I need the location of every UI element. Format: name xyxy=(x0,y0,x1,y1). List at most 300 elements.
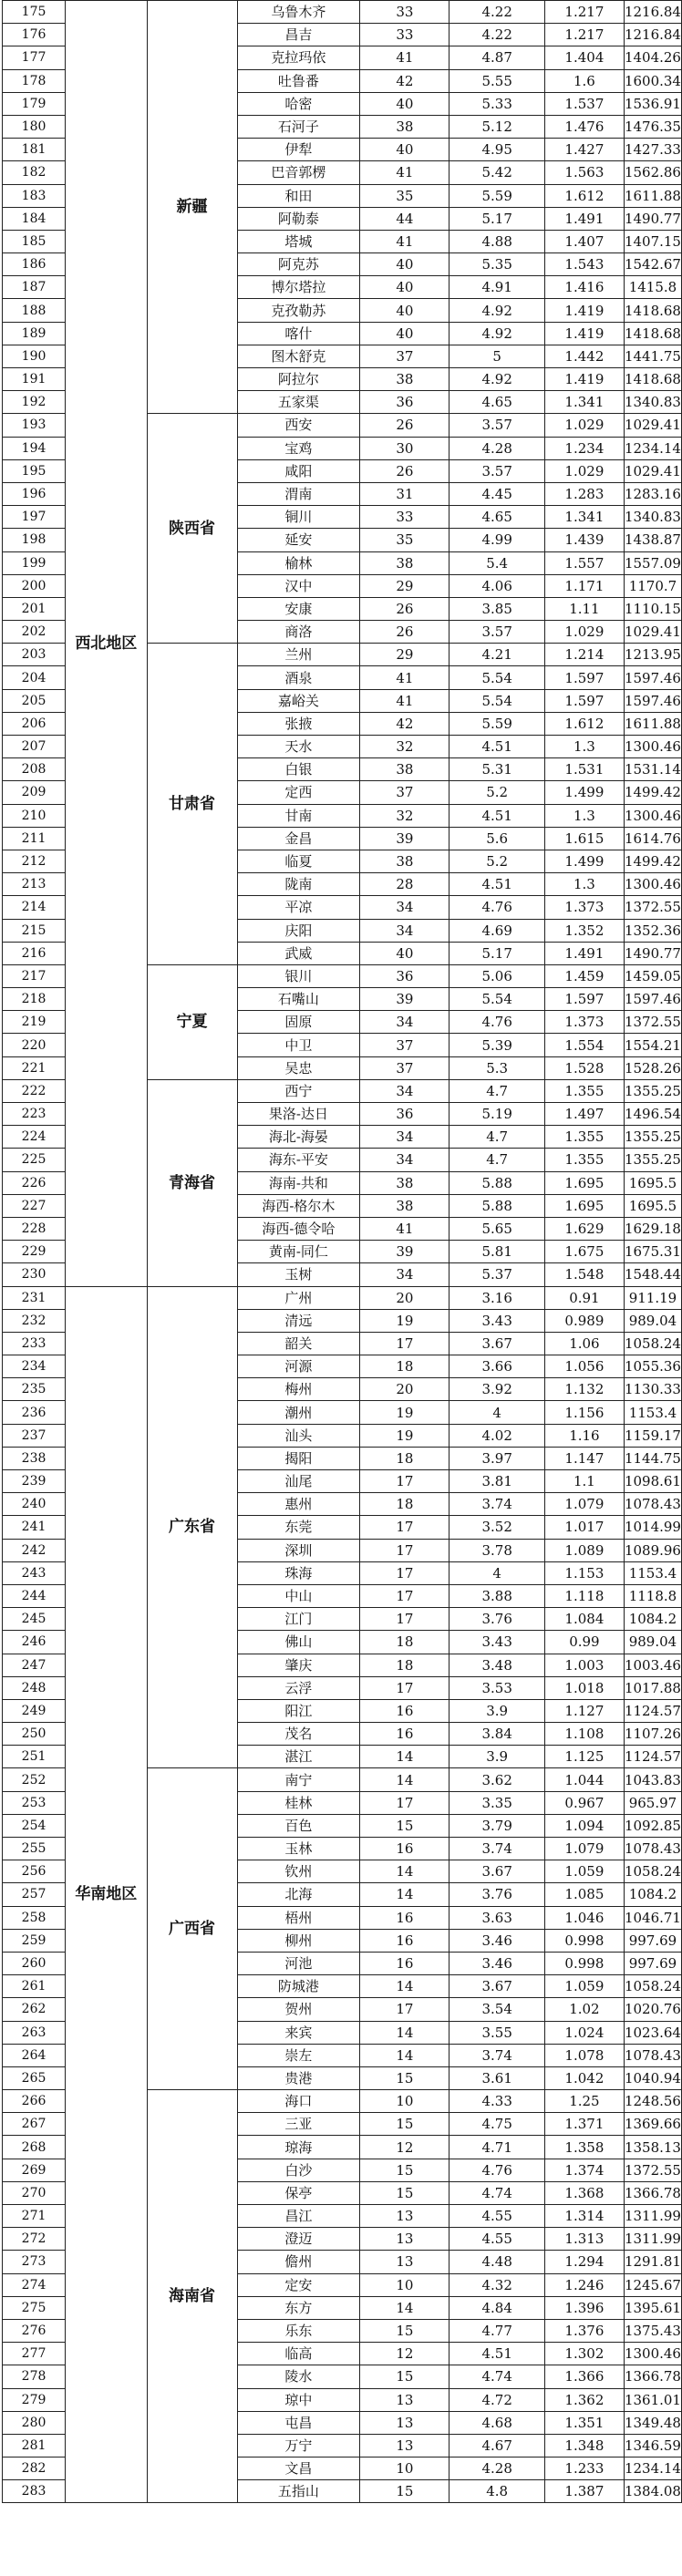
value-cell-1: 19 xyxy=(360,1401,450,1424)
value-cell-2: 4.92 xyxy=(450,322,544,345)
city-cell: 贺州 xyxy=(237,1998,360,2021)
row-number: 246 xyxy=(3,1631,66,1654)
value-cell-4: 1046.71 xyxy=(624,1906,681,1929)
value-cell-1: 41 xyxy=(360,46,450,69)
city-cell: 临夏 xyxy=(237,850,360,872)
value-cell-2: 4.33 xyxy=(450,2090,544,2113)
city-cell: 海西-德令哈 xyxy=(237,1217,360,1240)
value-cell-1: 38 xyxy=(360,758,450,781)
value-cell-2: 3.84 xyxy=(450,1723,544,1746)
value-cell-3: 1.294 xyxy=(544,2251,624,2273)
value-cell-3: 1.695 xyxy=(544,1171,624,1194)
value-cell-1: 34 xyxy=(360,1126,450,1149)
value-cell-3: 1.214 xyxy=(544,644,624,666)
value-cell-4: 1023.64 xyxy=(624,2021,681,2044)
value-cell-4: 1084.2 xyxy=(624,1883,681,1906)
value-cell-1: 37 xyxy=(360,1056,450,1079)
value-cell-1: 14 xyxy=(360,1746,450,1768)
row-number: 256 xyxy=(3,1860,66,1883)
value-cell-4: 1490.77 xyxy=(624,942,681,964)
value-cell-2: 4.91 xyxy=(450,276,544,299)
value-cell-3: 1.459 xyxy=(544,964,624,987)
city-cell: 白沙 xyxy=(237,2159,360,2181)
value-cell-4: 1366.78 xyxy=(624,2365,681,2388)
value-cell-4: 1557.09 xyxy=(624,551,681,574)
row-number: 183 xyxy=(3,184,66,207)
value-cell-4: 1349.48 xyxy=(624,2411,681,2434)
value-cell-2: 5.19 xyxy=(450,1103,544,1126)
value-cell-4: 1418.68 xyxy=(624,368,681,391)
value-cell-2: 5.33 xyxy=(450,92,544,115)
value-cell-3: 1.02 xyxy=(544,1998,624,2021)
value-cell-2: 3.9 xyxy=(450,1746,544,1768)
city-cell: 儋州 xyxy=(237,2251,360,2273)
value-cell-4: 1597.46 xyxy=(624,689,681,712)
value-cell-4: 1029.41 xyxy=(624,621,681,644)
city-cell: 保亭 xyxy=(237,2181,360,2204)
row-number: 192 xyxy=(3,391,66,414)
value-cell-3: 1.024 xyxy=(544,2021,624,2044)
value-cell-1: 40 xyxy=(360,276,450,299)
value-cell-4: 1355.25 xyxy=(624,1149,681,1171)
value-cell-1: 42 xyxy=(360,69,450,92)
city-cell: 钦州 xyxy=(237,1860,360,1883)
city-cell: 河池 xyxy=(237,1952,360,1974)
row-number: 195 xyxy=(3,459,66,482)
value-cell-2: 4.99 xyxy=(450,529,544,551)
value-cell-2: 4.65 xyxy=(450,391,544,414)
value-cell-3: 1.396 xyxy=(544,2296,624,2319)
value-cell-3: 1.302 xyxy=(544,2343,624,2365)
value-cell-1: 40 xyxy=(360,322,450,345)
value-cell-2: 5.65 xyxy=(450,1217,544,1240)
value-cell-1: 37 xyxy=(360,1034,450,1056)
row-number: 198 xyxy=(3,529,66,551)
region-cell: 华南地区 xyxy=(66,1286,148,2503)
value-cell-1: 18 xyxy=(360,1447,450,1469)
value-cell-3: 1.118 xyxy=(544,1584,624,1607)
row-number: 229 xyxy=(3,1241,66,1263)
value-cell-2: 4.51 xyxy=(450,873,544,896)
value-cell-4: 1248.56 xyxy=(624,2090,681,2113)
value-cell-3: 1.217 xyxy=(544,24,624,46)
city-cell: 清远 xyxy=(237,1309,360,1332)
value-cell-2: 4.65 xyxy=(450,506,544,529)
value-cell-1: 33 xyxy=(360,506,450,529)
value-cell-4: 1415.8 xyxy=(624,276,681,299)
province-cell: 宁夏 xyxy=(147,964,237,1079)
row-number: 190 xyxy=(3,345,66,367)
value-cell-3: 1.018 xyxy=(544,1676,624,1699)
value-cell-2: 3.85 xyxy=(450,597,544,620)
value-cell-1: 12 xyxy=(360,2343,450,2365)
row-number: 212 xyxy=(3,850,66,872)
value-cell-2: 3.48 xyxy=(450,1654,544,1676)
city-cell: 三亚 xyxy=(237,2113,360,2136)
value-cell-2: 4.69 xyxy=(450,919,544,942)
city-cell: 吴忠 xyxy=(237,1056,360,1079)
city-cell: 海北-海晏 xyxy=(237,1126,360,1149)
city-cell: 伊犁 xyxy=(237,139,360,161)
value-cell-2: 5.88 xyxy=(450,1194,544,1217)
row-number: 241 xyxy=(3,1516,66,1539)
value-cell-3: 1.078 xyxy=(544,2044,624,2066)
value-cell-4: 1418.68 xyxy=(624,322,681,345)
value-cell-3: 1.629 xyxy=(544,1217,624,1240)
value-cell-4: 989.04 xyxy=(624,1631,681,1654)
row-number: 262 xyxy=(3,1998,66,2021)
value-cell-2: 3.9 xyxy=(450,1699,544,1722)
value-cell-2: 3.57 xyxy=(450,621,544,644)
value-cell-4: 1300.46 xyxy=(624,736,681,758)
city-cell: 酒泉 xyxy=(237,666,360,689)
value-cell-1: 28 xyxy=(360,873,450,896)
row-number: 266 xyxy=(3,2090,66,2113)
city-cell: 防城港 xyxy=(237,1975,360,1998)
value-cell-3: 1.127 xyxy=(544,1699,624,1722)
value-cell-4: 911.19 xyxy=(624,1286,681,1309)
value-cell-2: 3.62 xyxy=(450,1768,544,1791)
value-cell-4: 1438.87 xyxy=(624,529,681,551)
value-cell-3: 1.419 xyxy=(544,299,624,322)
value-cell-1: 14 xyxy=(360,1883,450,1906)
value-cell-4: 1118.8 xyxy=(624,1584,681,1607)
value-cell-1: 34 xyxy=(360,1079,450,1102)
city-cell: 果洛-达日 xyxy=(237,1103,360,1126)
city-cell: 百色 xyxy=(237,1814,360,1837)
value-cell-1: 37 xyxy=(360,781,450,804)
value-cell-2: 5.4 xyxy=(450,551,544,574)
row-number: 270 xyxy=(3,2181,66,2204)
value-cell-2: 3.67 xyxy=(450,1332,544,1355)
value-cell-4: 1499.42 xyxy=(624,781,681,804)
value-cell-1: 18 xyxy=(360,1493,450,1516)
value-cell-2: 4.88 xyxy=(450,230,544,252)
value-cell-4: 1078.43 xyxy=(624,2044,681,2066)
value-cell-1: 31 xyxy=(360,482,450,505)
value-cell-4: 1058.24 xyxy=(624,1860,681,1883)
row-number: 219 xyxy=(3,1011,66,1034)
value-cell-3: 1.3 xyxy=(544,873,624,896)
value-cell-1: 38 xyxy=(360,368,450,391)
value-cell-2: 5.39 xyxy=(450,1034,544,1056)
value-cell-2: 4.74 xyxy=(450,2365,544,2388)
value-cell-1: 36 xyxy=(360,391,450,414)
value-cell-4: 1291.81 xyxy=(624,2251,681,2273)
value-cell-1: 17 xyxy=(360,1676,450,1699)
row-number: 247 xyxy=(3,1654,66,1676)
row-number: 233 xyxy=(3,1332,66,1355)
value-cell-2: 3.74 xyxy=(450,1493,544,1516)
value-cell-3: 1.499 xyxy=(544,781,624,804)
city-cell: 庆阳 xyxy=(237,919,360,942)
value-cell-2: 4.02 xyxy=(450,1424,544,1447)
city-cell: 西安 xyxy=(237,414,360,437)
value-cell-2: 3.57 xyxy=(450,459,544,482)
value-cell-1: 37 xyxy=(360,345,450,367)
value-cell-2: 3.81 xyxy=(450,1470,544,1493)
value-cell-2: 3.55 xyxy=(450,2021,544,2044)
value-cell-4: 1372.55 xyxy=(624,2159,681,2181)
value-cell-4: 1611.88 xyxy=(624,184,681,207)
row-number: 283 xyxy=(3,2480,66,2503)
value-cell-1: 44 xyxy=(360,207,450,230)
row-number: 175 xyxy=(3,1,66,24)
value-cell-4: 965.97 xyxy=(624,1791,681,1814)
value-cell-2: 4.7 xyxy=(450,1126,544,1149)
value-cell-3: 1.283 xyxy=(544,482,624,505)
value-cell-1: 40 xyxy=(360,299,450,322)
value-cell-2: 4.55 xyxy=(450,2228,544,2251)
value-cell-2: 3.92 xyxy=(450,1378,544,1401)
value-cell-3: 1.1 xyxy=(544,1470,624,1493)
value-cell-1: 32 xyxy=(360,736,450,758)
value-cell-1: 34 xyxy=(360,1263,450,1286)
value-cell-2: 3.43 xyxy=(450,1631,544,1654)
row-number: 237 xyxy=(3,1424,66,1447)
value-cell-4: 1476.35 xyxy=(624,115,681,138)
value-cell-1: 29 xyxy=(360,574,450,597)
value-cell-4: 1084.2 xyxy=(624,1608,681,1631)
value-cell-3: 1.695 xyxy=(544,1194,624,1217)
value-cell-3: 1.352 xyxy=(544,919,624,942)
city-cell: 安康 xyxy=(237,597,360,620)
city-cell: 汉中 xyxy=(237,574,360,597)
value-cell-3: 1.355 xyxy=(544,1079,624,1102)
city-cell: 深圳 xyxy=(237,1539,360,1561)
value-cell-4: 1352.36 xyxy=(624,919,681,942)
row-number: 187 xyxy=(3,276,66,299)
value-cell-1: 38 xyxy=(360,115,450,138)
row-number: 213 xyxy=(3,873,66,896)
value-cell-3: 1.3 xyxy=(544,804,624,827)
value-cell-2: 4.92 xyxy=(450,299,544,322)
row-number: 224 xyxy=(3,1126,66,1149)
value-cell-2: 5.59 xyxy=(450,184,544,207)
value-cell-2: 4.45 xyxy=(450,482,544,505)
province-cell: 海南省 xyxy=(147,2090,237,2503)
row-number: 276 xyxy=(3,2319,66,2342)
value-cell-1: 39 xyxy=(360,1241,450,1263)
row-number: 180 xyxy=(3,115,66,138)
city-cell: 潮州 xyxy=(237,1401,360,1424)
city-cell: 梅州 xyxy=(237,1378,360,1401)
value-cell-4: 1372.55 xyxy=(624,1011,681,1034)
value-cell-2: 4.76 xyxy=(450,1011,544,1034)
value-cell-1: 15 xyxy=(360,2113,450,2136)
city-cell: 克孜勒苏 xyxy=(237,299,360,322)
value-cell-3: 1.419 xyxy=(544,322,624,345)
city-cell: 玉林 xyxy=(237,1838,360,1860)
value-cell-1: 38 xyxy=(360,850,450,872)
city-cell: 博尔塔拉 xyxy=(237,276,360,299)
value-cell-3: 1.25 xyxy=(544,2090,624,2113)
value-cell-4: 1384.08 xyxy=(624,2480,681,2503)
value-cell-4: 1600.34 xyxy=(624,69,681,92)
value-cell-1: 17 xyxy=(360,1584,450,1607)
row-number: 209 xyxy=(3,781,66,804)
value-cell-4: 1695.5 xyxy=(624,1194,681,1217)
value-cell-4: 1213.95 xyxy=(624,644,681,666)
value-cell-4: 1092.85 xyxy=(624,1814,681,1837)
value-cell-3: 1.368 xyxy=(544,2181,624,2204)
row-number: 260 xyxy=(3,1952,66,1974)
city-cell: 柳州 xyxy=(237,1929,360,1952)
value-cell-4: 1407.15 xyxy=(624,230,681,252)
value-cell-3: 1.499 xyxy=(544,850,624,872)
value-cell-3: 0.998 xyxy=(544,1952,624,1974)
value-cell-1: 39 xyxy=(360,988,450,1011)
row-number: 207 xyxy=(3,736,66,758)
city-cell: 阿克苏 xyxy=(237,253,360,276)
city-cell: 乐东 xyxy=(237,2319,360,2342)
row-number: 216 xyxy=(3,942,66,964)
value-cell-4: 1366.78 xyxy=(624,2181,681,2204)
value-cell-4: 997.69 xyxy=(624,1929,681,1952)
row-number: 282 xyxy=(3,2458,66,2480)
value-cell-4: 1531.14 xyxy=(624,758,681,781)
value-cell-2: 4.77 xyxy=(450,2319,544,2342)
city-cell: 梧州 xyxy=(237,1906,360,1929)
value-cell-4: 1159.17 xyxy=(624,1424,681,1447)
row-number: 191 xyxy=(3,368,66,391)
value-cell-1: 35 xyxy=(360,184,450,207)
value-cell-4: 1124.57 xyxy=(624,1699,681,1722)
value-cell-3: 1.029 xyxy=(544,459,624,482)
city-cell: 石嘴山 xyxy=(237,988,360,1011)
province-cell: 陕西省 xyxy=(147,414,237,644)
value-cell-3: 1.234 xyxy=(544,437,624,459)
city-cell: 铜川 xyxy=(237,506,360,529)
value-cell-4: 1536.91 xyxy=(624,92,681,115)
value-cell-2: 4.06 xyxy=(450,574,544,597)
value-cell-3: 1.597 xyxy=(544,988,624,1011)
value-cell-3: 1.531 xyxy=(544,758,624,781)
city-cell: 张掖 xyxy=(237,712,360,735)
row-number: 278 xyxy=(3,2365,66,2388)
value-cell-4: 1234.14 xyxy=(624,2458,681,2480)
value-cell-1: 20 xyxy=(360,1378,450,1401)
value-cell-1: 41 xyxy=(360,1217,450,1240)
value-cell-3: 0.91 xyxy=(544,1286,624,1309)
value-cell-2: 4 xyxy=(450,1401,544,1424)
value-cell-2: 5.3 xyxy=(450,1056,544,1079)
value-cell-1: 17 xyxy=(360,1998,450,2021)
value-cell-3: 1.042 xyxy=(544,2066,624,2089)
row-number: 225 xyxy=(3,1149,66,1171)
value-cell-2: 4.32 xyxy=(450,2273,544,2296)
value-cell-2: 4.51 xyxy=(450,2343,544,2365)
value-cell-3: 1.374 xyxy=(544,2159,624,2181)
value-cell-4: 1311.99 xyxy=(624,2228,681,2251)
row-number: 227 xyxy=(3,1194,66,1217)
value-cell-4: 1340.83 xyxy=(624,391,681,414)
value-cell-3: 1.017 xyxy=(544,1516,624,1539)
value-cell-1: 36 xyxy=(360,1103,450,1126)
row-number: 194 xyxy=(3,437,66,459)
value-cell-2: 3.97 xyxy=(450,1447,544,1469)
city-cell: 榆林 xyxy=(237,551,360,574)
value-cell-4: 1020.76 xyxy=(624,1998,681,2021)
row-number: 264 xyxy=(3,2044,66,2066)
row-number: 243 xyxy=(3,1561,66,1584)
value-cell-4: 1216.84 xyxy=(624,1,681,24)
value-cell-2: 5.88 xyxy=(450,1171,544,1194)
row-number: 231 xyxy=(3,1286,66,1309)
value-cell-3: 1.089 xyxy=(544,1539,624,1561)
value-cell-3: 1.171 xyxy=(544,574,624,597)
value-cell-2: 4.76 xyxy=(450,896,544,919)
value-cell-2: 5.06 xyxy=(450,964,544,987)
city-cell: 嘉峪关 xyxy=(237,689,360,712)
value-cell-3: 1.11 xyxy=(544,597,624,620)
value-cell-3: 1.094 xyxy=(544,1814,624,1837)
value-cell-1: 41 xyxy=(360,666,450,689)
city-cell: 文昌 xyxy=(237,2458,360,2480)
row-number: 228 xyxy=(3,1217,66,1240)
city-cell: 东莞 xyxy=(237,1516,360,1539)
value-cell-3: 1.16 xyxy=(544,1424,624,1447)
city-cell: 韶关 xyxy=(237,1332,360,1355)
value-cell-2: 4.75 xyxy=(450,2113,544,2136)
value-cell-4: 1283.16 xyxy=(624,482,681,505)
value-cell-1: 40 xyxy=(360,139,450,161)
value-cell-4: 1459.05 xyxy=(624,964,681,987)
value-cell-3: 1.615 xyxy=(544,827,624,850)
row-number: 220 xyxy=(3,1034,66,1056)
value-cell-4: 1058.24 xyxy=(624,1332,681,1355)
value-cell-1: 16 xyxy=(360,1699,450,1722)
row-number: 265 xyxy=(3,2066,66,2089)
value-cell-3: 1.6 xyxy=(544,69,624,92)
city-cell: 渭南 xyxy=(237,482,360,505)
value-cell-4: 1355.25 xyxy=(624,1126,681,1149)
value-cell-2: 4.7 xyxy=(450,1149,544,1171)
city-cell: 和田 xyxy=(237,184,360,207)
value-cell-2: 5.59 xyxy=(450,712,544,735)
value-cell-3: 1.371 xyxy=(544,2113,624,2136)
value-cell-3: 1.373 xyxy=(544,1011,624,1034)
value-cell-4: 1562.86 xyxy=(624,161,681,184)
value-cell-4: 1358.13 xyxy=(624,2136,681,2159)
value-cell-1: 15 xyxy=(360,2066,450,2089)
data-table xyxy=(2,0,682,2503)
value-cell-1: 40 xyxy=(360,942,450,964)
value-cell-4: 1311.99 xyxy=(624,2205,681,2228)
row-number: 200 xyxy=(3,574,66,597)
city-cell: 茂名 xyxy=(237,1723,360,1746)
row-number: 186 xyxy=(3,253,66,276)
value-cell-2: 4.22 xyxy=(450,24,544,46)
value-cell-1: 19 xyxy=(360,1424,450,1447)
value-cell-3: 1.059 xyxy=(544,1975,624,1998)
row-number: 240 xyxy=(3,1493,66,1516)
city-cell: 佛山 xyxy=(237,1631,360,1654)
value-cell-4: 1404.26 xyxy=(624,46,681,69)
row-number: 221 xyxy=(3,1056,66,1079)
value-cell-3: 1.246 xyxy=(544,2273,624,2296)
value-cell-3: 1.341 xyxy=(544,391,624,414)
value-cell-2: 3.67 xyxy=(450,1975,544,1998)
value-cell-3: 1.442 xyxy=(544,345,624,367)
city-cell: 黄南-同仁 xyxy=(237,1241,360,1263)
value-cell-1: 39 xyxy=(360,827,450,850)
value-cell-1: 33 xyxy=(360,24,450,46)
city-cell: 阳江 xyxy=(237,1699,360,1722)
province-cell: 广东省 xyxy=(147,1286,237,1768)
province-cell: 新疆 xyxy=(147,1,237,414)
city-cell: 克拉玛依 xyxy=(237,46,360,69)
